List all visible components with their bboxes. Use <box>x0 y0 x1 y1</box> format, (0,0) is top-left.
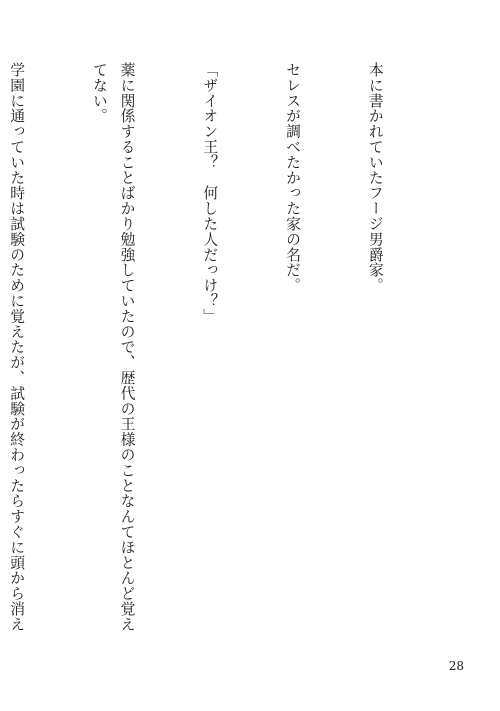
text-line: 本に書かれていたフージ男爵家。 <box>366 62 384 293</box>
vertical-text-body <box>8 62 444 632</box>
text-line: 「ザイオン王？ 何した人だっけ？」 <box>201 62 219 324</box>
page-number: 28 <box>448 659 464 673</box>
text-line: セレスが調べたかった家の名だ。 <box>284 62 302 293</box>
text-line: 学園に通っていた時は試験のために覚えたが、試験が終わったらすぐに頭から消え <box>8 62 26 632</box>
text-line: 薬に関係することばかり勉強していたので、歴代の王様のことなんてほとんど覚えてない。 <box>90 62 136 632</box>
